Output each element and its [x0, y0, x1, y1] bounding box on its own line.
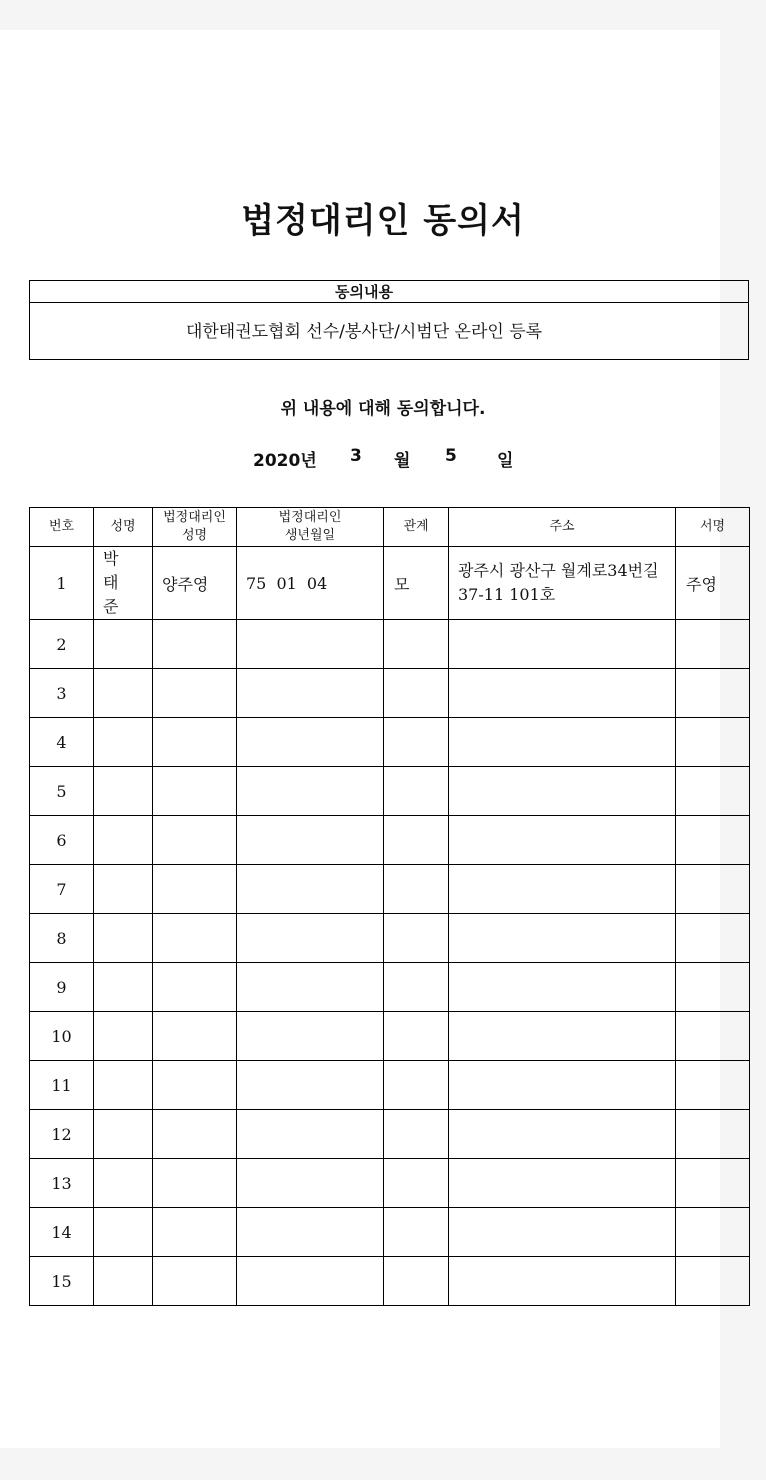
- signature-cell: [676, 1208, 750, 1257]
- row-number-cell: 14: [30, 1208, 94, 1257]
- guardian-birthdate-cell: [237, 1208, 384, 1257]
- guardian-name-cell: [153, 767, 237, 816]
- header-name: 성명: [94, 508, 153, 547]
- signature-cell: [676, 1061, 750, 1110]
- date-day: 5: [445, 446, 457, 466]
- table-row: [30, 1208, 750, 1257]
- guardian-name-cell: [153, 718, 237, 767]
- signature-cell: [676, 816, 750, 865]
- guardian-name-cell: [153, 669, 237, 718]
- table-row: [30, 620, 750, 669]
- header-signature: 서명: [676, 508, 750, 547]
- document-title: 법정대리인 동의서: [241, 201, 525, 241]
- guardian-birthdate-cell: [237, 718, 384, 767]
- header-rep-birth: [237, 508, 384, 547]
- relation-cell: [384, 816, 449, 865]
- guardian-birthdate-cell: [237, 1110, 384, 1159]
- row-number-cell: 13: [30, 1159, 94, 1208]
- guardian-name-cell: [153, 620, 237, 669]
- guardian-birthdate-cell: [237, 620, 384, 669]
- address-cell: [449, 1012, 676, 1061]
- guardian-birthdate-cell: [237, 1257, 384, 1306]
- address-cell: [449, 620, 676, 669]
- guardian-birthdate-cell: [237, 1159, 384, 1208]
- guardian-name-cell: [153, 1061, 237, 1110]
- address-cell: [449, 1110, 676, 1159]
- signature-cell: [676, 1159, 750, 1208]
- agree-statement: 위 내용에 대해 동의합니다.: [280, 399, 486, 419]
- address-cell: [449, 1208, 676, 1257]
- document-page: [0, 30, 726, 1448]
- relation-cell: [384, 865, 449, 914]
- row-number-cell: 9: [30, 963, 94, 1012]
- participant-name-cell: [94, 669, 153, 718]
- row-number-cell: 1: [30, 547, 94, 620]
- row-number-cell: 6: [30, 816, 94, 865]
- participant-name-cell: [94, 1061, 153, 1110]
- signature-cell: [676, 669, 750, 718]
- date-year: 2020년: [253, 451, 317, 471]
- participant-name-cell: [94, 1208, 153, 1257]
- participant-name-cell: [94, 865, 153, 914]
- relation-cell: [384, 1061, 449, 1110]
- row-number-cell: 2: [30, 620, 94, 669]
- header-address: 주소: [449, 508, 676, 547]
- signature-cell: [676, 1110, 750, 1159]
- signature-cell: [676, 1257, 750, 1306]
- guardian-birthdate-cell: [237, 963, 384, 1012]
- signature-cell: [676, 914, 750, 963]
- header-rep-name-line1: 법정대리인: [163, 510, 226, 525]
- row-number-cell: 8: [30, 914, 94, 963]
- address-cell: [449, 718, 676, 767]
- consent-text: 대한태권도협회 선수/봉사단/시범단 온라인 등록: [185, 322, 543, 342]
- participant-name-cell: [94, 620, 153, 669]
- row-number-cell: 3: [30, 669, 94, 718]
- guardian-birthdate-cell: 75 01 04: [237, 547, 384, 620]
- consent-header: 동의내용: [30, 281, 748, 303]
- guardian-name-cell: [153, 1012, 237, 1061]
- table-row: [30, 1012, 750, 1061]
- table-row: [30, 718, 750, 767]
- row-number-cell: 5: [30, 767, 94, 816]
- signature-cell: [676, 963, 750, 1012]
- table-body: [30, 547, 750, 1306]
- table-row: [30, 914, 750, 963]
- participant-name-cell: [94, 1159, 153, 1208]
- guardian-birthdate-cell: [237, 1012, 384, 1061]
- relation-cell: 모: [384, 547, 449, 620]
- table-row: [30, 1159, 750, 1208]
- row-number-cell: 4: [30, 718, 94, 767]
- row-number-cell: 15: [30, 1257, 94, 1306]
- header-rep-name-line2: 성명: [181, 528, 208, 543]
- date-day-unit: 일: [497, 451, 514, 471]
- address-cell: 광주시 광산구 월계로34번길 37-11 101호: [449, 547, 676, 620]
- signature-cell: [676, 767, 750, 816]
- guardian-birthdate-cell: [237, 1061, 384, 1110]
- registration-table: [29, 507, 750, 1306]
- consent-box: [29, 280, 749, 360]
- table-row: [30, 865, 750, 914]
- participant-name-cell: [94, 914, 153, 963]
- guardian-name-cell: [153, 914, 237, 963]
- participant-name-cell: [94, 767, 153, 816]
- table-row: [30, 963, 750, 1012]
- participant-name-cell: [94, 816, 153, 865]
- participant-name-cell: [94, 1012, 153, 1061]
- participant-name-cell: [94, 963, 153, 1012]
- relation-cell: [384, 669, 449, 718]
- table-header-row: [30, 508, 750, 547]
- table-row: [30, 669, 750, 718]
- row-number-cell: 7: [30, 865, 94, 914]
- guardian-name-cell: [153, 963, 237, 1012]
- address-cell: [449, 865, 676, 914]
- relation-cell: [384, 718, 449, 767]
- table-row: [30, 1257, 750, 1306]
- address-cell: [449, 914, 676, 963]
- relation-cell: [384, 767, 449, 816]
- address-cell: [449, 816, 676, 865]
- guardian-name-cell: [153, 816, 237, 865]
- row-number-cell: 11: [30, 1061, 94, 1110]
- address-cell: [449, 767, 676, 816]
- header-rep-birth-line2: 생년월일: [284, 528, 336, 543]
- address-cell: [449, 669, 676, 718]
- guardian-name-cell: [153, 1159, 237, 1208]
- table-row: [30, 816, 750, 865]
- relation-cell: [384, 620, 449, 669]
- viewer-top-band: [0, 0, 720, 30]
- signature-cell: [676, 1012, 750, 1061]
- guardian-name-cell: [153, 1110, 237, 1159]
- relation-cell: [384, 963, 449, 1012]
- relation-cell: [384, 1208, 449, 1257]
- date-month-unit: 월: [394, 451, 411, 471]
- guardian-birthdate-cell: [237, 767, 384, 816]
- participant-name-cell: [94, 718, 153, 767]
- table-row: [30, 1061, 750, 1110]
- relation-cell: [384, 1159, 449, 1208]
- guardian-birthdate-cell: [237, 816, 384, 865]
- table-row: [30, 1110, 750, 1159]
- header-rep-birth-line1: 법정대리인: [278, 510, 342, 525]
- relation-cell: [384, 1012, 449, 1061]
- guardian-name-cell: 양주영: [153, 547, 237, 620]
- signature-cell: [676, 718, 750, 767]
- signature-cell: [676, 865, 750, 914]
- date-month: 3: [350, 446, 362, 466]
- guardian-birthdate-cell: [237, 669, 384, 718]
- guardian-birthdate-cell: [237, 914, 384, 963]
- guardian-name-cell: [153, 865, 237, 914]
- signature-cell: 주영: [676, 547, 750, 620]
- address-cell: [449, 1257, 676, 1306]
- table-row: [30, 547, 750, 620]
- row-number-cell: 12: [30, 1110, 94, 1159]
- participant-name-cell: [94, 1257, 153, 1306]
- participant-name-cell: 박 태 준: [94, 547, 153, 620]
- row-number-cell: 10: [30, 1012, 94, 1061]
- relation-cell: [384, 1110, 449, 1159]
- header-rep-name: [153, 508, 237, 547]
- address-cell: [449, 963, 676, 1012]
- header-number: 번호: [30, 508, 94, 547]
- signature-cell: [676, 620, 750, 669]
- address-cell: [449, 1159, 676, 1208]
- guardian-birthdate-cell: [237, 865, 384, 914]
- viewer-bottom-band: [0, 1448, 720, 1480]
- participant-name-cell: [94, 1110, 153, 1159]
- address-cell: [449, 1061, 676, 1110]
- header-relation: 관계: [384, 508, 449, 547]
- relation-cell: [384, 914, 449, 963]
- guardian-name-cell: [153, 1208, 237, 1257]
- relation-cell: [384, 1257, 449, 1306]
- table-row: [30, 767, 750, 816]
- guardian-name-cell: [153, 1257, 237, 1306]
